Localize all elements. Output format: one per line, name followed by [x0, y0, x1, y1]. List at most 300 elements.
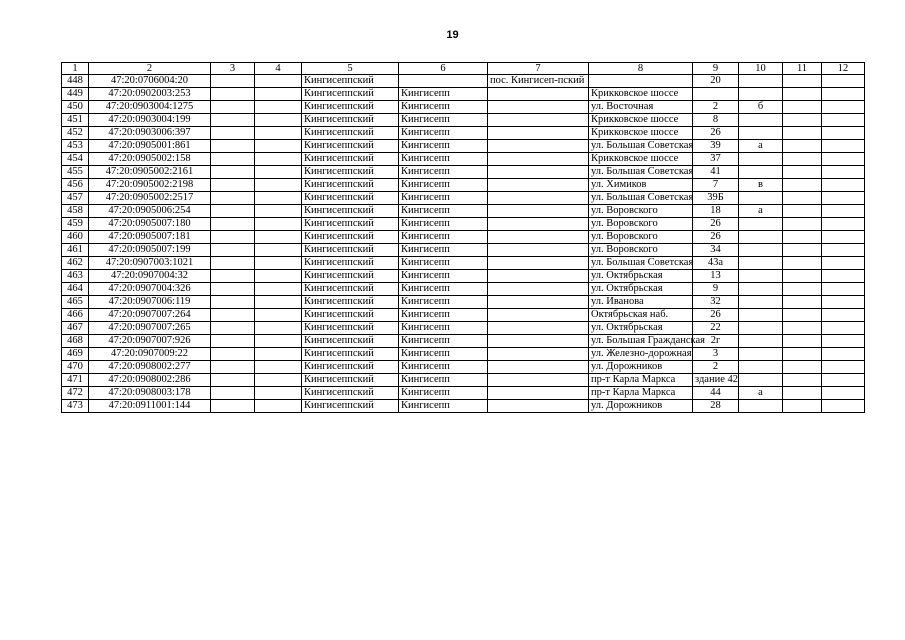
- settlement-cell: Кингисепп: [399, 88, 488, 101]
- street-cell: пр-т Карла Маркса: [589, 387, 693, 400]
- district-cell: Кингисеппский: [302, 88, 399, 101]
- col-4-cell: [255, 374, 302, 387]
- column-header: 6: [399, 63, 488, 75]
- col-3-cell: [211, 218, 255, 231]
- column-header: 3: [211, 63, 255, 75]
- col-11-cell: [783, 231, 822, 244]
- col-4-cell: [255, 335, 302, 348]
- cadastral-number-cell: 47:20:0902003:253: [89, 88, 211, 101]
- col-12-cell: [822, 296, 865, 309]
- col-12-cell: [822, 361, 865, 374]
- row-number-cell: 450: [62, 101, 89, 114]
- col-3-cell: [211, 166, 255, 179]
- settlement-cell: Кингисепп: [399, 348, 488, 361]
- settlement-cell: Кингисепп: [399, 322, 488, 335]
- building-letter-cell: [739, 153, 783, 166]
- house-number-cell: 26: [693, 309, 739, 322]
- cadastral-number-cell: 47:20:0905002:2161: [89, 166, 211, 179]
- col-11-cell: [783, 101, 822, 114]
- row-number-cell: 451: [62, 114, 89, 127]
- building-letter-cell: [739, 296, 783, 309]
- house-number-cell: 41: [693, 166, 739, 179]
- street-cell: ул. Воровского: [589, 244, 693, 257]
- district-cell: Кингисеппский: [302, 361, 399, 374]
- building-letter-cell: а: [739, 205, 783, 218]
- cadastral-number-cell: 47:20:0907007:265: [89, 322, 211, 335]
- cadastral-number-cell: 47:20:0911001:144: [89, 400, 211, 413]
- header-row: [62, 63, 865, 75]
- col-11-cell: [783, 166, 822, 179]
- locality-cell: [488, 257, 589, 270]
- col-4-cell: [255, 244, 302, 257]
- col-11-cell: [783, 257, 822, 270]
- cadastral-number-cell: 47:20:0908002:277: [89, 361, 211, 374]
- street-cell: ул. Воровского: [589, 205, 693, 218]
- building-letter-cell: [739, 348, 783, 361]
- col-4-cell: [255, 400, 302, 413]
- district-cell: Кингисеппский: [302, 309, 399, 322]
- col-12-cell: [822, 218, 865, 231]
- street-cell: ул. Большая Советская: [589, 166, 693, 179]
- col-3-cell: [211, 257, 255, 270]
- settlement-cell: Кингисепп: [399, 361, 488, 374]
- house-number-cell: 37: [693, 153, 739, 166]
- col-3-cell: [211, 101, 255, 114]
- col-11-cell: [783, 348, 822, 361]
- col-3-cell: [211, 270, 255, 283]
- building-letter-cell: [739, 114, 783, 127]
- settlement-cell: Кингисепп: [399, 400, 488, 413]
- col-3-cell: [211, 231, 255, 244]
- table-row: [62, 283, 865, 296]
- locality-cell: [488, 361, 589, 374]
- building-letter-cell: в: [739, 179, 783, 192]
- street-cell: ул. Железно-дорожная: [589, 348, 693, 361]
- locality-cell: [488, 387, 589, 400]
- building-letter-cell: [739, 400, 783, 413]
- settlement-cell: Кингисепп: [399, 244, 488, 257]
- col-12-cell: [822, 101, 865, 114]
- col-12-cell: [822, 205, 865, 218]
- street-cell: Крикковское шоссе: [589, 88, 693, 101]
- locality-cell: [488, 270, 589, 283]
- col-4-cell: [255, 322, 302, 335]
- cadastral-number-cell: 47:20:0907007:264: [89, 309, 211, 322]
- col-12-cell: [822, 270, 865, 283]
- col-4-cell: [255, 309, 302, 322]
- col-4-cell: [255, 231, 302, 244]
- row-number-cell: 471: [62, 374, 89, 387]
- col-3-cell: [211, 205, 255, 218]
- col-12-cell: [822, 257, 865, 270]
- building-letter-cell: [739, 322, 783, 335]
- street-cell: Крикковское шоссе: [589, 153, 693, 166]
- settlement-cell: Кингисепп: [399, 192, 488, 205]
- house-number-cell: [693, 88, 739, 101]
- street-cell: Крикковское шоссе: [589, 127, 693, 140]
- row-number-cell: 458: [62, 205, 89, 218]
- row-number-cell: 455: [62, 166, 89, 179]
- locality-cell: [488, 231, 589, 244]
- table-row: [62, 257, 865, 270]
- row-number-cell: 468: [62, 335, 89, 348]
- house-number-cell: 22: [693, 322, 739, 335]
- house-number-cell: 32: [693, 296, 739, 309]
- settlement-cell: Кингисепп: [399, 218, 488, 231]
- cadastral-number-cell: 47:20:0907004:32: [89, 270, 211, 283]
- building-letter-cell: [739, 309, 783, 322]
- col-11-cell: [783, 114, 822, 127]
- row-number-cell: 472: [62, 387, 89, 400]
- building-letter-cell: [739, 270, 783, 283]
- building-letter-cell: [739, 192, 783, 205]
- locality-cell: [488, 205, 589, 218]
- col-12-cell: [822, 88, 865, 101]
- house-number-cell: 18: [693, 205, 739, 218]
- locality-cell: [488, 192, 589, 205]
- col-4-cell: [255, 257, 302, 270]
- col-3-cell: [211, 374, 255, 387]
- settlement-cell: Кингисепп: [399, 179, 488, 192]
- locality-cell: [488, 296, 589, 309]
- table-row: [62, 231, 865, 244]
- cadastral-number-cell: 47:20:0905001:861: [89, 140, 211, 153]
- col-3-cell: [211, 179, 255, 192]
- col-3-cell: [211, 114, 255, 127]
- col-12-cell: [822, 127, 865, 140]
- locality-cell: [488, 374, 589, 387]
- table-row: [62, 153, 865, 166]
- table-row: [62, 244, 865, 257]
- locality-cell: [488, 101, 589, 114]
- locality-cell: [488, 309, 589, 322]
- col-12-cell: [822, 387, 865, 400]
- building-letter-cell: [739, 127, 783, 140]
- col-12-cell: [822, 75, 865, 88]
- col-11-cell: [783, 335, 822, 348]
- house-number-cell: 3: [693, 348, 739, 361]
- locality-cell: пос. Кингисеп-пский: [488, 75, 589, 88]
- col-4-cell: [255, 101, 302, 114]
- col-12-cell: [822, 400, 865, 413]
- settlement-cell: Кингисепп: [399, 387, 488, 400]
- street-cell: Крикковское шоссе: [589, 114, 693, 127]
- table-row: [62, 374, 865, 387]
- house-number-cell: 26: [693, 127, 739, 140]
- row-number-cell: 469: [62, 348, 89, 361]
- col-3-cell: [211, 335, 255, 348]
- col-3-cell: [211, 153, 255, 166]
- locality-cell: [488, 179, 589, 192]
- col-3-cell: [211, 75, 255, 88]
- cadastral-number-cell: 47:20:0903006:397: [89, 127, 211, 140]
- district-cell: Кингисеппский: [302, 231, 399, 244]
- locality-cell: [488, 322, 589, 335]
- table-row: [62, 348, 865, 361]
- row-number-cell: 463: [62, 270, 89, 283]
- street-cell: ул. Октябрьская: [589, 283, 693, 296]
- col-3-cell: [211, 322, 255, 335]
- settlement-cell: Кингисепп: [399, 309, 488, 322]
- col-12-cell: [822, 179, 865, 192]
- col-4-cell: [255, 127, 302, 140]
- col-11-cell: [783, 75, 822, 88]
- col-11-cell: [783, 218, 822, 231]
- house-number-cell: 2г: [693, 335, 739, 348]
- house-number-cell: 9: [693, 283, 739, 296]
- street-cell: ул. Воровского: [589, 231, 693, 244]
- cadastral-number-cell: 47:20:0907009:22: [89, 348, 211, 361]
- row-number-cell: 465: [62, 296, 89, 309]
- table-row: [62, 218, 865, 231]
- settlement-cell: Кингисепп: [399, 283, 488, 296]
- col-11-cell: [783, 283, 822, 296]
- settlement-cell: Кингисепп: [399, 101, 488, 114]
- col-11-cell: [783, 309, 822, 322]
- col-11-cell: [783, 270, 822, 283]
- table-row: [62, 387, 865, 400]
- cadastral-number-cell: 47:20:0706004:20: [89, 75, 211, 88]
- table-row: [62, 179, 865, 192]
- col-11-cell: [783, 88, 822, 101]
- col-12-cell: [822, 322, 865, 335]
- settlement-cell: Кингисепп: [399, 205, 488, 218]
- col-12-cell: [822, 335, 865, 348]
- street-cell: ул. Большая Советская: [589, 257, 693, 270]
- settlement-cell: Кингисепп: [399, 335, 488, 348]
- col-12-cell: [822, 153, 865, 166]
- col-3-cell: [211, 88, 255, 101]
- col-11-cell: [783, 244, 822, 257]
- table-row: [62, 101, 865, 114]
- table-row: [62, 335, 865, 348]
- building-letter-cell: [739, 75, 783, 88]
- settlement-cell: Кингисепп: [399, 257, 488, 270]
- house-number-cell: 34: [693, 244, 739, 257]
- table-row: [62, 296, 865, 309]
- settlement-cell: Кингисепп: [399, 114, 488, 127]
- col-4-cell: [255, 88, 302, 101]
- col-11-cell: [783, 127, 822, 140]
- district-cell: Кингисеппский: [302, 296, 399, 309]
- street-cell: ул. Октябрьская: [589, 270, 693, 283]
- row-number-cell: 449: [62, 88, 89, 101]
- street-cell: ул. Большая Советская: [589, 140, 693, 153]
- street-cell: ул. Большая Гражданская: [589, 335, 693, 348]
- col-12-cell: [822, 114, 865, 127]
- cadastral-number-cell: 47:20:0903004:199: [89, 114, 211, 127]
- row-number-cell: 473: [62, 400, 89, 413]
- cadastral-number-cell: 47:20:0905007:180: [89, 218, 211, 231]
- house-number-cell: 7: [693, 179, 739, 192]
- building-letter-cell: [739, 257, 783, 270]
- table-row: [62, 114, 865, 127]
- table-row: [62, 400, 865, 413]
- col-12-cell: [822, 166, 865, 179]
- locality-cell: [488, 348, 589, 361]
- cadastral-number-cell: 47:20:0903004:1275: [89, 101, 211, 114]
- district-cell: Кингисеппский: [302, 166, 399, 179]
- col-4-cell: [255, 296, 302, 309]
- col-12-cell: [822, 283, 865, 296]
- district-cell: Кингисеппский: [302, 322, 399, 335]
- col-12-cell: [822, 309, 865, 322]
- col-4-cell: [255, 387, 302, 400]
- col-11-cell: [783, 179, 822, 192]
- page-number: 19: [446, 29, 459, 41]
- street-cell: ул. Большая Советская: [589, 192, 693, 205]
- row-number-cell: 456: [62, 179, 89, 192]
- row-number-cell: 460: [62, 231, 89, 244]
- building-letter-cell: [739, 361, 783, 374]
- column-header: 2: [89, 63, 211, 75]
- street-cell: ул. Химиков: [589, 179, 693, 192]
- col-11-cell: [783, 192, 822, 205]
- building-letter-cell: [739, 335, 783, 348]
- col-12-cell: [822, 244, 865, 257]
- house-number-cell: 2: [693, 101, 739, 114]
- col-12-cell: [822, 192, 865, 205]
- col-4-cell: [255, 205, 302, 218]
- locality-cell: [488, 88, 589, 101]
- col-4-cell: [255, 153, 302, 166]
- cadastral-number-cell: 47:20:0905007:199: [89, 244, 211, 257]
- col-4-cell: [255, 283, 302, 296]
- table-row: [62, 205, 865, 218]
- district-cell: Кингисеппский: [302, 257, 399, 270]
- col-12-cell: [822, 348, 865, 361]
- house-number-cell: 26: [693, 231, 739, 244]
- col-12-cell: [822, 374, 865, 387]
- district-cell: Кингисеппский: [302, 387, 399, 400]
- locality-cell: [488, 400, 589, 413]
- building-letter-cell: а: [739, 140, 783, 153]
- col-4-cell: [255, 75, 302, 88]
- building-letter-cell: [739, 231, 783, 244]
- col-4-cell: [255, 179, 302, 192]
- column-header: 9: [693, 63, 739, 75]
- col-3-cell: [211, 400, 255, 413]
- col-3-cell: [211, 309, 255, 322]
- column-header: 12: [822, 63, 865, 75]
- district-cell: Кингисеппский: [302, 374, 399, 387]
- column-header: 5: [302, 63, 399, 75]
- cadastral-number-cell: 47:20:0905006:254: [89, 205, 211, 218]
- table-row: [62, 166, 865, 179]
- table-row: [62, 322, 865, 335]
- col-11-cell: [783, 153, 822, 166]
- house-number-cell: 13: [693, 270, 739, 283]
- district-cell: Кингисеппский: [302, 283, 399, 296]
- col-12-cell: [822, 231, 865, 244]
- building-letter-cell: б: [739, 101, 783, 114]
- col-3-cell: [211, 192, 255, 205]
- locality-cell: [488, 244, 589, 257]
- street-cell: ул. Октябрьская: [589, 322, 693, 335]
- col-3-cell: [211, 140, 255, 153]
- row-number-cell: 452: [62, 127, 89, 140]
- settlement-cell: Кингисепп: [399, 153, 488, 166]
- locality-cell: [488, 218, 589, 231]
- settlement-cell: [399, 75, 488, 88]
- cadastral-number-cell: 47:20:0905002:2517: [89, 192, 211, 205]
- cadastral-number-cell: 47:20:0907006:119: [89, 296, 211, 309]
- table-row: [62, 140, 865, 153]
- cadastral-number-cell: 47:20:0908002:286: [89, 374, 211, 387]
- column-header: 8: [589, 63, 693, 75]
- row-number-cell: 467: [62, 322, 89, 335]
- cadastral-number-cell: 47:20:0905002:2198: [89, 179, 211, 192]
- settlement-cell: Кингисепп: [399, 231, 488, 244]
- district-cell: Кингисеппский: [302, 101, 399, 114]
- col-4-cell: [255, 114, 302, 127]
- building-letter-cell: [739, 166, 783, 179]
- street-cell: Октябрьская наб.: [589, 309, 693, 322]
- district-cell: Кингисеппский: [302, 75, 399, 88]
- column-header: 10: [739, 63, 783, 75]
- table-row: [62, 75, 865, 88]
- cadastral-number-cell: 47:20:0905007:181: [89, 231, 211, 244]
- col-3-cell: [211, 296, 255, 309]
- row-number-cell: 470: [62, 361, 89, 374]
- locality-cell: [488, 140, 589, 153]
- col-4-cell: [255, 166, 302, 179]
- table-row: [62, 88, 865, 101]
- street-cell: пр-т Карла Маркса: [589, 374, 693, 387]
- col-4-cell: [255, 218, 302, 231]
- column-header: 1: [62, 63, 89, 75]
- house-number-cell: 2: [693, 361, 739, 374]
- col-4-cell: [255, 270, 302, 283]
- building-letter-cell: [739, 374, 783, 387]
- col-3-cell: [211, 361, 255, 374]
- col-4-cell: [255, 140, 302, 153]
- district-cell: Кингисеппский: [302, 114, 399, 127]
- district-cell: Кингисеппский: [302, 179, 399, 192]
- col-11-cell: [783, 205, 822, 218]
- table-row: [62, 270, 865, 283]
- column-header: 4: [255, 63, 302, 75]
- district-cell: Кингисеппский: [302, 335, 399, 348]
- locality-cell: [488, 283, 589, 296]
- cadastral-number-cell: 47:20:0908003:178: [89, 387, 211, 400]
- row-number-cell: 459: [62, 218, 89, 231]
- settlement-cell: Кингисепп: [399, 127, 488, 140]
- locality-cell: [488, 114, 589, 127]
- col-3-cell: [211, 283, 255, 296]
- house-number-cell: 20: [693, 75, 739, 88]
- col-11-cell: [783, 322, 822, 335]
- district-cell: Кингисеппский: [302, 153, 399, 166]
- house-number-cell: здание 42: [693, 374, 739, 387]
- col-3-cell: [211, 244, 255, 257]
- house-number-cell: 44: [693, 387, 739, 400]
- district-cell: Кингисеппский: [302, 140, 399, 153]
- house-number-cell: 39Б: [693, 192, 739, 205]
- col-11-cell: [783, 361, 822, 374]
- col-4-cell: [255, 348, 302, 361]
- col-3-cell: [211, 348, 255, 361]
- row-number-cell: 466: [62, 309, 89, 322]
- row-number-cell: 454: [62, 153, 89, 166]
- column-header: 7: [488, 63, 589, 75]
- table-row: [62, 309, 865, 322]
- settlement-cell: Кингисепп: [399, 166, 488, 179]
- street-cell: ул. Воровского: [589, 218, 693, 231]
- row-number-cell: 462: [62, 257, 89, 270]
- building-letter-cell: а: [739, 387, 783, 400]
- settlement-cell: Кингисепп: [399, 140, 488, 153]
